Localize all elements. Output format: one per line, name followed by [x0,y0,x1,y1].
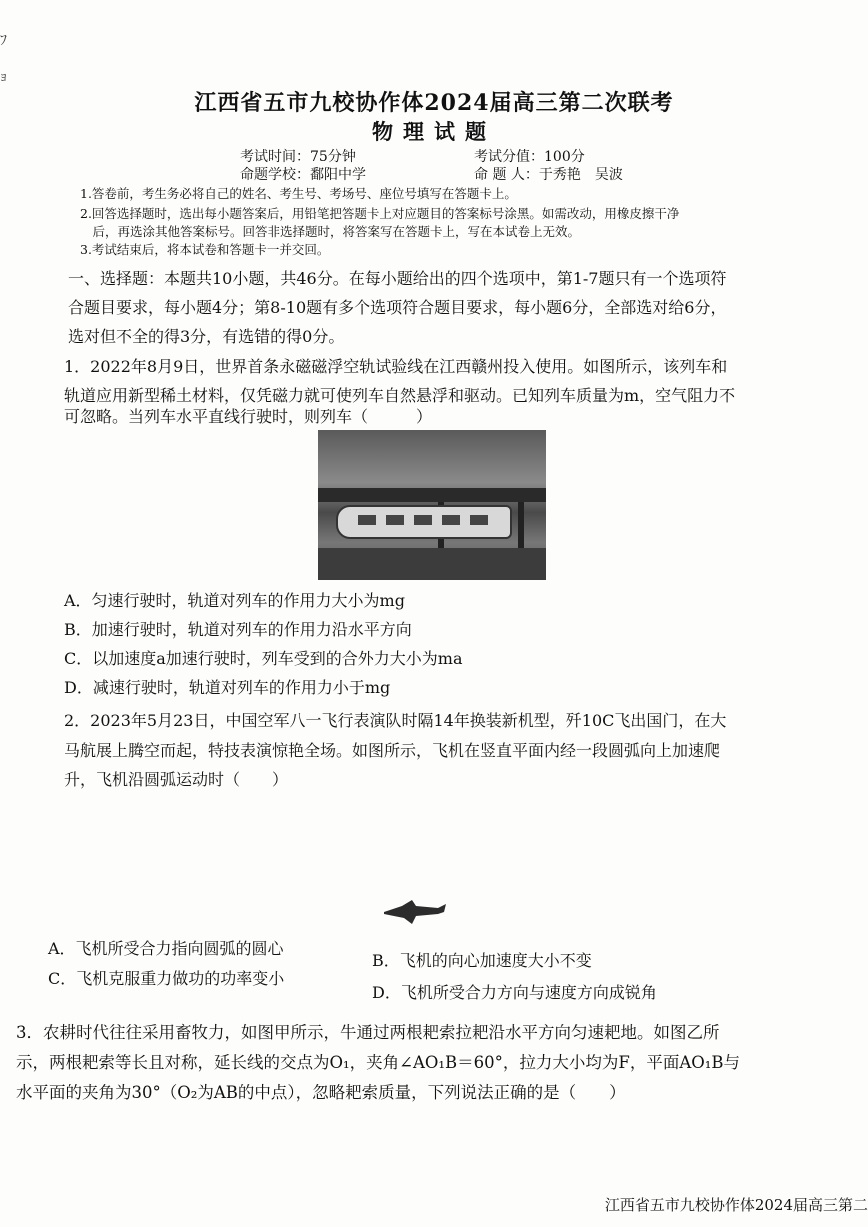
q1-option-b: B．加速行驶时，轨道对列车的作用力沿水平方向 [64,620,412,639]
q3-line-2: 示，两根耙索等长且对称，延长线的交点为O₁，夹角∠AO₁B＝60°，拉力大小均为F，平面AO₁B与 [16,1053,741,1072]
q1-line-2: 轨道应用新型稀土材料，仅凭磁力就可使列车自然悬浮和驱动。已知列车质量为m，空气阻力不 [64,386,736,405]
section-line-3: 选对但不全的得3分，有选错的得0分。 [68,327,345,346]
q2-option-d: D．飞机所受合力方向与速度方向成锐角 [372,983,657,1002]
q1-option-a: A．匀速行驶时，轨道对列车的作用力大小为mg [64,591,405,610]
q1-option-c: C．以加速度a加速行驶时，列车受到的合外力大小为ma [64,649,463,668]
section-line-2: 合题目要求，每小题4分；第8-10题有多个选项符合题目要求，每小题6分，全部选对给6分， [68,298,727,317]
exam-score: 考试分值：100分 [474,149,585,165]
q3-line-1: 3．农耕时代往往采用畜牧力，如图甲所示，牛通过两根耙索拉耙沿水平方向匀速耙地。如图乙所 [16,1023,720,1042]
q1-line-1: 1．2022年8月9日，世界首条永磁磁浮空轨试验线在江西赣州投入使用。如图所示，该列车和 [64,357,728,376]
section-line-1: 一、选择题：本题共10小题，共46分。在每小题给出的四个选项中，第1-7题只有一个选项符 [68,269,727,288]
q2-line-1: 2．2023年5月23日，中国空军八一飞行表演队时隔14年换装新机型，歼10C飞出国门，在大 [64,711,727,730]
page-footer: 江西省五市九校协作体2024届高三第二 [604,1196,868,1214]
q1-line-3: 可忽略。当列车水平直线行驶时，则列车（ ） [64,407,433,426]
note-2: 2.回答选择题时，选出每小题答案后，用铅笔把答题卡上对应题目的答案标号涂黑。如需改动，用橡皮擦干净 [80,206,680,221]
exam-time: 考试时间：75分钟 [240,149,356,165]
maglev-train-photo [318,430,546,580]
exam-school: 命题学校：鄱阳中学 [240,167,366,183]
q1-option-d: D．减速行驶时，轨道对列车的作用力小于mg [64,678,391,697]
exam-subtitle: 物理试题 [372,119,496,144]
exam-title: 江西省五市九校协作体2024届高三第二次联考 [194,90,674,116]
q2-option-a: A．飞机所受合力指向圆弧的圆心 [48,939,284,958]
q2-line-3: 升，飞机沿圆弧运动时（ ） [64,770,289,789]
q3-line-3: 水平面的夹角为30°（O₂为AB的中点），忽略耙索质量，下列说法正确的是（ ） [16,1083,626,1102]
q2-option-c: C．飞机克服重力做功的功率变小 [48,969,285,988]
page-edge-mark: ﾌ ｮ [0,33,7,85]
note-2-cont: 后，再选涂其他答案标号。回答非选择题时，将答案写在答题卡上，写在本试卷上无效。 [80,224,581,239]
note-3: 3.考试结束后，将本试卷和答题卡一并交回。 [80,242,330,257]
q2-option-b: B．飞机的向心加速度大小不变 [372,951,592,970]
note-1: 1.答卷前，考生务必将自己的姓名、考生号、考场号、座位号填写在答题卡上。 [80,186,517,201]
exam-author: 命 题 人：于秀艳 吴波 [474,167,623,183]
jet-plane-image [382,898,448,926]
q2-line-2: 马航展上腾空而起，特技表演惊艳全场。如图所示，飞机在竖直平面内经一段圆弧向上加速爬 [64,741,721,760]
